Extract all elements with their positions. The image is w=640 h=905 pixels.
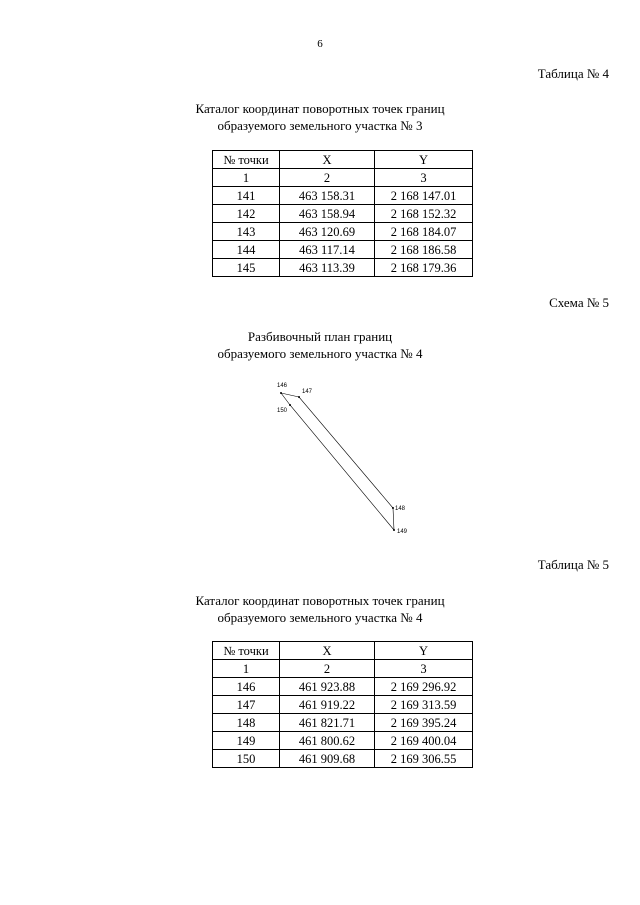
point-147-marker xyxy=(298,396,300,398)
table-row xyxy=(213,259,473,277)
point-146-label: 146 xyxy=(277,383,288,389)
table5-index-row xyxy=(213,660,473,678)
page-number: 6 xyxy=(317,38,323,50)
table-cell: 2 168 152.32 xyxy=(375,205,473,223)
table-cell: 2 169 306.55 xyxy=(375,750,473,768)
table4 xyxy=(212,150,473,277)
point-149-marker xyxy=(393,529,395,531)
table-cell: 141 xyxy=(213,187,280,205)
table-cell: 463 158.94 xyxy=(280,205,375,223)
scheme5-caption-line2: образуемого земельного участка № 4 xyxy=(217,346,423,361)
table-cell: 2 xyxy=(280,660,375,678)
point-148-label: 148 xyxy=(395,506,406,512)
table5-caption-line1: Каталог координат поворотных точек границ xyxy=(195,593,445,608)
point-149-label: 149 xyxy=(397,529,408,535)
point-150-marker xyxy=(289,404,291,406)
scheme5-caption xyxy=(0,328,640,362)
table-cell: 1 xyxy=(213,169,280,187)
table-cell: 463 117.14 xyxy=(280,241,375,259)
table-cell: 463 158.31 xyxy=(280,187,375,205)
table-cell: 461 909.68 xyxy=(280,750,375,768)
table-row xyxy=(213,678,473,696)
table-cell: 144 xyxy=(213,241,280,259)
table5-header-x: X xyxy=(280,642,375,660)
table-cell: 2 168 179.36 xyxy=(375,259,473,277)
table-cell: 2 169 395.24 xyxy=(375,714,473,732)
table-cell: 3 xyxy=(375,660,473,678)
table-row xyxy=(213,205,473,223)
table-row xyxy=(213,714,473,732)
table-cell: 461 821.71 xyxy=(280,714,375,732)
table-cell: 150 xyxy=(213,750,280,768)
table-row xyxy=(213,187,473,205)
table-row xyxy=(213,732,473,750)
scheme5-caption-line1: Разбивочный план границ xyxy=(247,329,393,344)
table5-label: Таблица № 5 xyxy=(537,557,609,572)
table5 xyxy=(212,641,473,768)
table-cell: 2 168 184.07 xyxy=(375,223,473,241)
table-cell: 142 xyxy=(213,205,280,223)
table-row xyxy=(213,750,473,768)
table-cell: 461 923.88 xyxy=(280,678,375,696)
table-cell: 149 xyxy=(213,732,280,750)
table4-caption xyxy=(0,100,640,134)
table-cell: 3 xyxy=(375,169,473,187)
table-cell: 2 168 147.01 xyxy=(375,187,473,205)
table-row xyxy=(213,223,473,241)
table4-caption-line1: Каталог координат поворотных точек границ xyxy=(195,101,445,116)
table4-header-y: Y xyxy=(375,151,473,169)
table-cell: 2 169 400.04 xyxy=(375,732,473,750)
table-cell: 463 113.39 xyxy=(280,259,375,277)
table-cell: 2 169 296.92 xyxy=(375,678,473,696)
table-cell: 2 xyxy=(280,169,375,187)
point-148-marker xyxy=(392,507,394,509)
table-cell: 461 800.62 xyxy=(280,732,375,750)
table-cell: 2 169 313.59 xyxy=(375,696,473,714)
table4-caption-line2: образуемого земельного участка № 3 xyxy=(217,118,423,133)
table-cell: 2 168 186.58 xyxy=(375,241,473,259)
table-cell: 145 xyxy=(213,259,280,277)
table-cell: 147 xyxy=(213,696,280,714)
table-cell: 146 xyxy=(213,678,280,696)
table-row xyxy=(213,241,473,259)
table5-caption xyxy=(0,592,640,626)
table-cell: 143 xyxy=(213,223,280,241)
table5-header-row xyxy=(213,642,473,660)
table4-label: Таблица № 4 xyxy=(537,66,609,81)
scheme5-label: Схема № 5 xyxy=(549,295,609,310)
parcel-boundary xyxy=(281,393,394,530)
table4-index-row xyxy=(213,169,473,187)
table-cell: 463 120.69 xyxy=(280,223,375,241)
table4-header-row xyxy=(213,151,473,169)
point-147-label: 147 xyxy=(302,389,313,395)
point-150-label: 150 xyxy=(277,408,288,414)
table-cell: 148 xyxy=(213,714,280,732)
table-cell: 461 919.22 xyxy=(280,696,375,714)
point-146-marker xyxy=(280,392,282,394)
table5-header-y: Y xyxy=(375,642,473,660)
table-row xyxy=(213,696,473,714)
table5-header-point: № точки xyxy=(213,642,280,660)
table4-header-x: X xyxy=(280,151,375,169)
table4-header-point: № точки xyxy=(213,151,280,169)
table-cell: 1 xyxy=(213,660,280,678)
table5-caption-line2: образуемого земельного участка № 4 xyxy=(217,610,423,625)
